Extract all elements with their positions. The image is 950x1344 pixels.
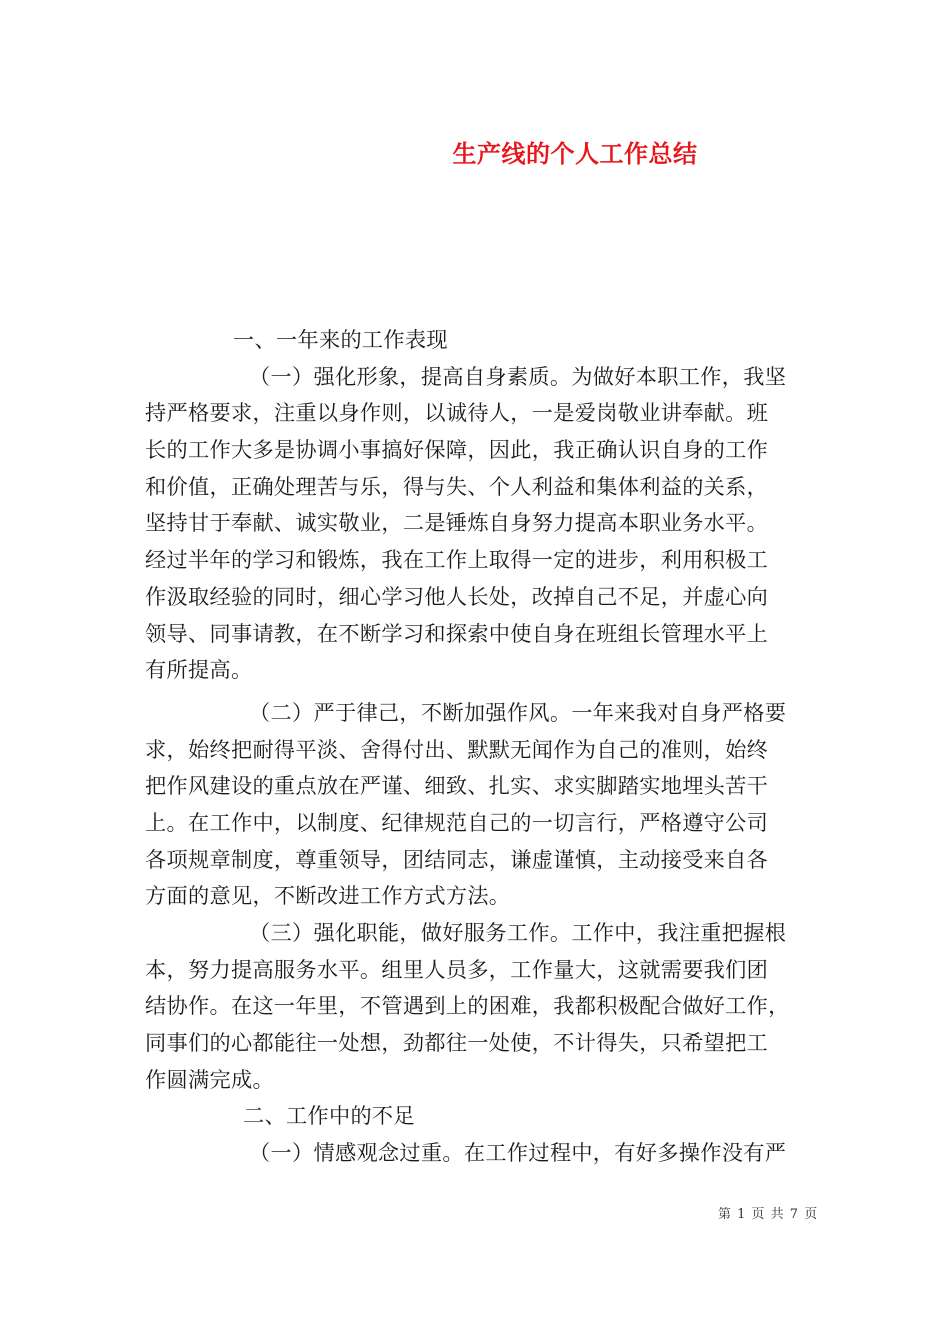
paragraph-line: （三）强化职能，做好服务工作。工作中，我注重把握根 bbox=[249, 920, 787, 945]
section-heading: 二、工作中的不足 bbox=[243, 1103, 415, 1129]
paragraph-line: 结协作。在这一年里，不管遇到上的困难，我都积极配合做好工作， bbox=[145, 993, 790, 1019]
page-number: 第 1 页 共 7 页 bbox=[718, 1207, 819, 1222]
paragraph-line: 长的工作大多是协调小事搞好保障，因此，我正确认识自身的工作 bbox=[145, 437, 769, 463]
paragraph-line: 方面的意见，不断改进工作方式方法。 bbox=[145, 883, 511, 909]
paragraph-line: 有所提高。 bbox=[145, 657, 253, 683]
paragraph-line: 把作风建设的重点放在严谨、细致、扎实、求实脚踏实地埋头苦干 bbox=[145, 773, 769, 799]
paragraph-line: 和价值，正确处理苦与乐，得与失、个人利益和集体利益的关系， bbox=[145, 473, 769, 499]
paragraph-line: （一）情感观念过重。在工作过程中，有好多操作没有严 bbox=[249, 1140, 787, 1166]
paragraph-line: 求，始终把耐得平淡、舍得付出、默默无闻作为自己的准则，始终 bbox=[145, 736, 769, 762]
paragraph-line: 上。在工作中，以制度、纪律规范自己的一切言行，严格遵守公司 bbox=[145, 809, 769, 835]
paragraph-line: 本，努力提高服务水平。组里人员多，工作量大，这就需要我们团 bbox=[145, 956, 769, 982]
paragraph-line: 经过半年的学习和锻炼，我在工作上取得一定的进步，利用积极工 bbox=[145, 547, 769, 573]
paragraph-line: 坚持甘于奉献、诚实敬业，二是锤炼自身努力提高本职业务水平。 bbox=[145, 510, 769, 536]
paragraph-line: 作汲取经验的同时，细心学习他人长处，改掉自己不足，并虚心向 bbox=[145, 583, 769, 609]
paragraph-line: （一）强化形象，提高自身素质。为做好本职工作，我坚 bbox=[249, 363, 787, 389]
section-heading: 一、一年来的工作表现 bbox=[233, 327, 448, 352]
document-body bbox=[145, 322, 810, 1172]
document-title: 生产线的个人工作总结 bbox=[452, 140, 698, 168]
paragraph-line: （二）严于律己，不断加强作风。一年来我对自身严格要 bbox=[249, 699, 787, 725]
paragraph-line: 各项规章制度，尊重领导，团结同志，谦虚谨慎，主动接受来自各 bbox=[145, 846, 769, 872]
paragraph-line: 同事们的心都能往一处想，劲都往一处使，不计得失，只希望把工 bbox=[145, 1030, 769, 1056]
paragraph-line: 作圆满完成。 bbox=[145, 1066, 274, 1092]
paragraph-line: 持严格要求，注重以身作则，以诚待人，一是爱岗敬业讲奉献。班 bbox=[145, 400, 769, 426]
paragraph-line: 领导、同事请教，在不断学习和探索中使自身在班组长管理水平上 bbox=[145, 620, 769, 646]
